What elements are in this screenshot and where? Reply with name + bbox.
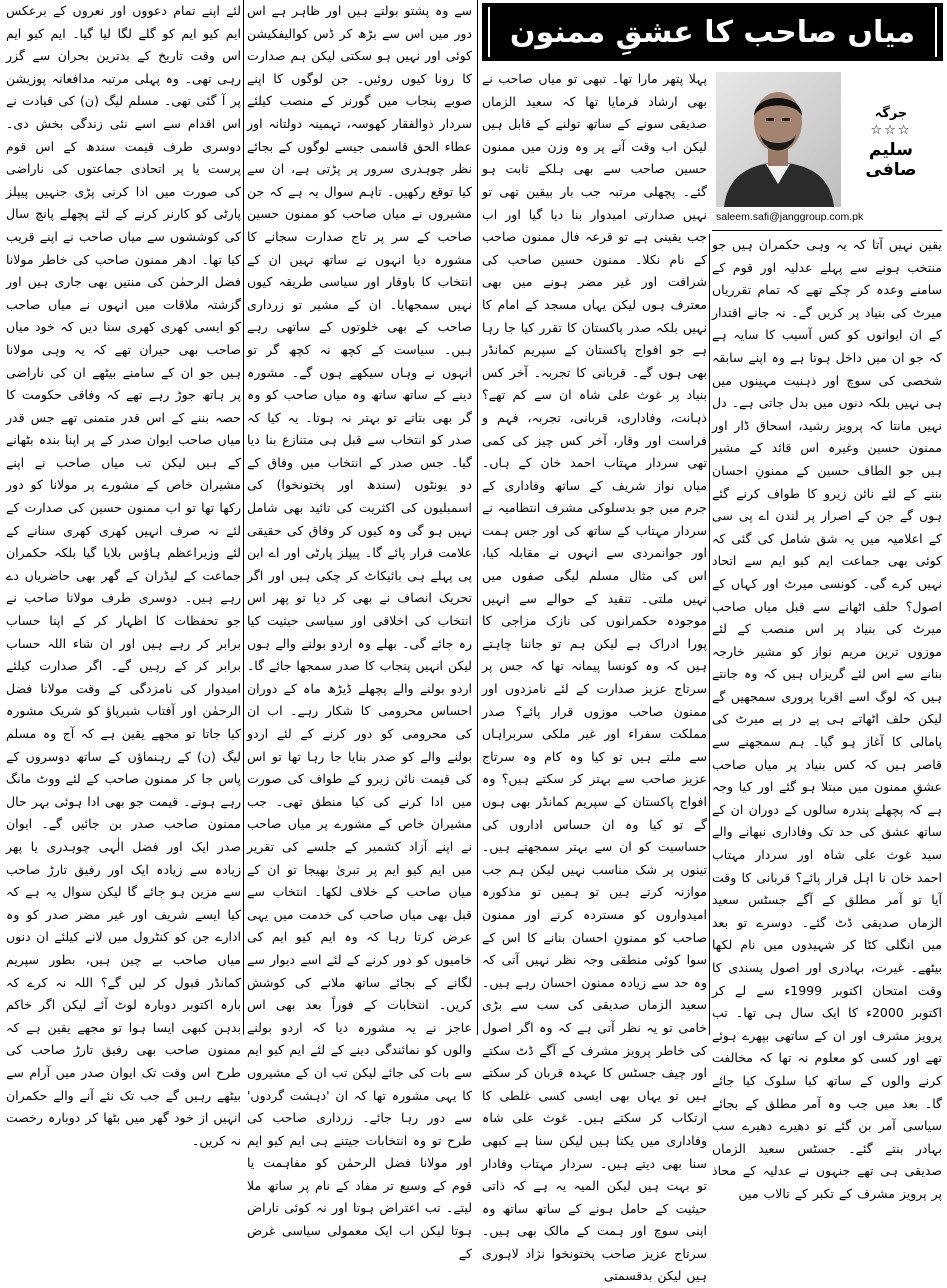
- article-column-3: [246, 0, 472, 1261]
- article-column-4: [6, 0, 241, 1148]
- column-name: جرگہ: [874, 106, 908, 121]
- byline-box: [712, 68, 942, 231]
- article-column-1: [712, 234, 942, 1201]
- article-text: سے وہ پشتو بولتے ہیں اور ظاہر ہے اس دور میں اس سے بڑھ کر ڈس کوالیفکیشن کوئی اور نہیں ہو سکتی لیکن ہم صدارت کا رونا کیوں روئیں۔ جن لوگوں کا اپنے صوبے پنجاب میں گورنر کے منصب کیلئے سردار ذوالفقار کھوسہ، تہمینہ دولتانہ اور عطاء الحق قاسمی جیسے لوگوں کے بجائے نظر چوہدری سرور پر پڑتی ہے، ان سے کیا توقع رکھیں۔ تاہم سوال یہ ہے کہ جن مشیروں نے میاں صاحب کو ممنون حسین صاحب کے سر پر تاج صدارت سجانے کا مشورہ دیا انہوں نے ساتھ نہیں ان کے انتخاب کا باوقار اور سیاسی طریقہ کیوں نہیں سمجھایا۔ ان کے مشیر تو زرداری صاحب کے بھی خلوتوں کے ساتھی رہے ہیں۔ سیاست کے کچھ نہ کچھ گر تو انہوں نے وہاں سیکھے ہوں گے۔ مشورہ دینے کے ساتھ ساتھ وہ میاں صاحب کو وہ گر بھی بتاتے تو بہتر نہ ہوتا۔ یہ کیا کہ صدر کو انتخاب سے قبل ہی متنازع بنا دیا گیا۔ جس صدر کے انتخاب میں وفاق کے دو یونٹوں (سندھ اور پختونخوا) کی اسمبلیوں کی اکثریت کی تائید بھی شامل نہیں ہو گی وہ کیوں کر وفاق کی حقیقی علامت قرار پائے گا۔ پیپلز پارٹی اور اے این پی پہلے ہی بائیکاٹ کر چکی ہیں اور اگر تحریک انصاف نے بھی کر دیا تو پھر اس انتخاب کی اخلاقی اور سیاسی حیثیت کیا رہ جائے گی۔ بھلے وہ اردو بولنے والے ہوں لیکن انہیں پنجاب کا صدر سمجھا جائے گا۔ اردو بولنے والے پچھلے ڈیڑھ ماہ کے دوران احساس محرومی کا شکار رہے۔ اب ان کی محرومی کو دور کرنے کے لئے اردو بولنے والے کو صدر بنایا جا رہا تھا تو اس کی قیمت نائن زیرو کے طواف کی صورت میں ادا کرنے کی کیا منطق تھی۔ جب مشیران خاص کے مشورے پر میاں صاحب نے اپنے آزاد کشمیر کے جلسے کی تقریر میں ایم کیو ایم پر تبریٰ بھیجا تو ان کے میاں صاحب کے خلاف لکھا۔ انتخاب سے قبل بھی میاں صاحب کی خدمت میں یہی عرض کرتا رہا کہ وہ ایم کیو ایم کی خامیوں کو دور کرنے کے لئے اسے دیوار سے لگانے کے بجائے ساتھ ملانے کی کوشش کریں۔ انتخابات کے فوراً بعد بھی اس عاجز نے یہ مشورہ دیا کہ اردو بولنے والوں کو نمائندگی دینے کے لئے ایم کیو ایم سے بات کی جائے لیکن تب ان کے مشیروں کا یہی مشورہ تھا کہ ان 'دہشت گردوں' سے دور رہا جائے۔ زرداری صاحب کی طرح تو وہ انتخابات جیتنے ہی ایم کیو ایم اور مولانا فضل الرحمٰن کو مفاہمت یا قوم کے وسیع تر مفاد کے نام پر ساتھ ملا لیتے۔ تب اعتراض ہوتا اور نہ کوئی ناراض ہوتا لیکن اب ایک معمولی سیاسی غرض کے: [246, 3, 472, 1261]
- article-text: یقین نہیں آتا کہ یہ وہی حکمران ہیں جو منتخب ہونے سے پہلے عدلیہ اور قوم کے سامنے وعدہ کر چکے تھے کہ تمام تقرریاں میرٹ کی بنیاد پر کریں گے۔ نہ جانے اقتدار کے ان ایوانوں کو کس آسیب کا سایہ ہے کہ جو ان میں داخل ہوتا ہے وہ اپنے سابقہ شخصی کی سوچ اور ذہنیت مہینوں میں ہی نہیں بلکہ دنوں میں بدل جاتی ہے۔ دل نہیں مانتا کہ پرویز رشید، اسحاق ڈار اور ممنون حسین وغیرہ اس قائد کے مشیر ہیں جو الطاف حسین کے ممنونِ احسان بننے کے لئے نائن زیرو کا طواف کرنے گئے ہوں گے جن کے اصرار پر لندن اے پی سی کے اعلامیہ میں یہ شق شامل کی گئی کہ کوئی بھی جماعت ایم کیو ایم سے اتحاد نہیں کرے گی۔ کونسی میرٹ اور کہاں کے اصول؟ حلف اٹھانے سے قبل میاں صاحب میرٹ کی بنیاد پر اس منصب کے لئے موزوں ترین مریم نواز کو مشیر خارجہ بنانے سے اس لئے گریزاں ہیں کہ وہ جانتے ہیں کہ لوگ اسے اقربا پروری سمجھیں گے لیکن حلف اٹھاتے ہی پے در پے میرٹ کی پامالی کا آغاز ہو گیا۔ ہم سمجھنے سے قاصر ہیں کہ کس بنیاد پر میاں صاحب عشقِ ممنون میں مبتلا ہو گئے اور کیا وجہ ہے کہ پچھلے پندرہ سالوں کے دوران ان کے ساتھ عشق کی حد تک وفاداری نبھانے والے سید غوث علی شاہ اور سردار مہتاب احمد خان نا اہل قرار پائے؟ قربانی کا وقت آیا تو آمر مطلق کے آگے جسٹس سعید الزماں صدیقی ڈٹ گئے۔ دوسرے تو بعد میں انگلی کٹا کر شہیدوں میں نام لکھا بیٹھے۔ غیرت، بہادری اور اصول پسندی کا وقت امتحان اکتوبر 1999ء سے لے کر اکتوبر 2000ء کا ایک سال ہی تھا۔ تب پرویز مشرف اور ان کے ساتھی بپھرے ہوئے تھے اور کسی کو معلوم نہ تھا کہ مخالفت کرنے والوں کے ساتھ کیا سلوک کیا جائے گا۔ بعد میں جب وہ آمر مطلق کے بجائے سیاسی آمر بن گئے تو دھیرے دھیرے سب بہادر بنتے گئے۔ جسٹس سعید الزماں صدیقی ہی تھے جنہوں نے عدلیہ کے محاذ پر پرویز مشرف کے تکبر کے تالاب میں: [712, 237, 942, 1201]
- column-divider: [477, 0, 478, 1035]
- author-email[interactable]: saleem.safi@janggroup.com.pk: [716, 211, 864, 223]
- article-text: لئے اپنے تمام دعووں اور نعروں کے برعکس ایم کیو ایم کو گلے لگا لیا گیا۔ ایم کیو ایم اس وقت تاریخ کے بدترین بحران سے گزر رہی تھی۔ وہ پہلی مرتبہ مدافعانہ پوزیشن پر آ گئی تھی۔ مسلم لیگ (ن) کی قیادت نے اس اقدام سے اسے نئی زندگی بخش دی۔ دوسری طرف قیمت سندھ کے اس قوم پرست یا پر اتحادی جماعتوں کی ناراضی کی صورت میں ادا کرنی پڑی جنہیں پیپلز پارٹی کو کارنر کرنے کے لئے پچھلے پانچ سال کی کوششوں سے میاں صاحب نے اپنے قریب کیا تھا۔ ادھر ممنون صاحب کی خاطر مولانا فضل الرحمٰن کی منتیں بھی جاری ہیں اور گزشتہ ملاقات میں انہوں نے میاں صاحب کو ایسی کھری کھری سنا دیں کہ خود میاں صاحب بھی حیران تھے کہ یہ وہی مولانا ہیں جو ان کے سامنے بیٹھے ان کی ناراضی پر ہاتھ جوڑ رہے تھے کہ وفاقی حکومت کا حصہ بننے کے اس قدر متمنی تھے جس قدر میاں صاحب ایوان صدر کے پر اپنا بندہ بٹھانے کے ہیں لیکن تب میاں صاحب نے اپنے مشیران خاص کے مشورے پر مولانا کو دور رکھا تھا تو اب ممنون حسین کی صدارت کے لئے نہ صرف انہیں کھری کھری سنانے کے لئے وزیراعظم ہاؤس بلایا گیا بلکہ حکمران جماعت کے لیڈران کے گھر بھی حاضریاں دے رہے ہیں۔ دوسری طرف مولانا صاحب نے جو تحفظات کا اظہار کر کے اپنا حساب برابر کر رہے ہیں اور ان شاء اللہ حساب برابر کر کے رہیں گے۔ اگر صدارت کیلئے امیدوار کی نامزدگی کے وقت مولانا فضل الرحمٰن اور آفتاب شیرپاؤ کو شریک مشورہ کیا جاتا تو مجھے یقین ہے کہ آج وہ مسلم لیگ (ن) کے رہنماؤں کے ساتھ دوسروں کے پاس جا کر ممنون صاحب کے لئے ووٹ مانگ رہے ہوتے۔ قیمت جو بھی ادا ہوئی بہر حال ممنون صاحب صدر بن جائیں گے۔ ایوان صدر ایک اور فضل الٰہی چوہدری یا پھر زیادہ سے زیادہ ایک اور رفیق تارڑ صاحب سے مزین ہو جائے گا لیکن سوال یہ ہے کہ کیا ایسے شریف اور غیر مضر صدر کو وہ ادارے جن کو کنٹرول میں لانے کیلئے ان دنوں میاں صاحب بے چین ہیں، بطور سپریم کمانڈر قبول کر لیں گے؟ اللہ نہ کرے کہ بارہ اکتوبر دوبارہ لوٹ آئے لیکن اگر خاکم بدہن کبھی ایسا ہوا تو مجھے یقین ہے کہ ممنون صاحب بھی رفیق تارڑ صاحب کی طرح اس وقت تک ایوان صدر میں آرام سے بیٹھے رہیں گے جب تک نئے آنے والے حکمران انہیں از خود گھر میں بٹھا کر دوبارہ رخصت نہ کریں۔: [6, 3, 241, 1148]
- article-column-2: [482, 68, 707, 1284]
- column-divider: [709, 234, 710, 1035]
- headline-text: میاں صاحب کا عشقِ ممنون: [509, 14, 916, 50]
- author-photo: [716, 72, 841, 207]
- author-name: سلیم صافی: [865, 140, 917, 180]
- star-rating-icon: ☆☆☆: [870, 123, 912, 138]
- headline-banner: [482, 3, 943, 61]
- byline-text: [846, 106, 936, 180]
- article-text: پہلا پتھر مارا تھا۔ تبھی تو میاں صاحب نے بھی ارشاد فرمایا تھا کہ سعید الزماں صدیقی سونے کے ساتھ تولنے کے قابل ہیں لیکن اب وقت آنے پر وہ وزن میں ممنون حسین صاحب سے بھی ہلکے ثابت ہو گئے۔ پچھلی مرتبہ جب بار بیقین تھی تو نہیں صدارتی امیدوار بنا دیا گیا اور اب جب یقینی ہے تو قرعہ فال ممنون صاحب کے نام نکلا۔ ممنون حسین صاحب کی شرافت اور غیر مضر ہونے میں بھی معترف ہوں لیکن یہاں مسجد کے امام کا نہیں بلکہ صدر پاکستان کا تقرر کیا جا رہا ہے جو افواج پاکستان کے سپریم کمانڈر بھی ہوں گے۔ قربانی کا تجربہ۔ آخر کس بنیاد پر غوث علی شاہ ان سے کم تھے؟ ذہانت، وفاداری، قربانی، تجربہ، فہم و فراست اور وقار، آخر کس چیز کی کمی تھی سردار مہتاب احمد خان کے ہاں۔ میاں نواز شریف کے ساتھ وفاداری کے جرم میں جو بدسلوکی مشرف انتظامیہ نے سردار مہتاب کے ساتھ کی اور جس ہمت اور جوانمردی سے انہوں نے مقابلہ کیا، اس کی مثال مسلم لیگی صفوں میں نہیں ملتی۔ تنقید کے حوالے سے انہیں موجودہ حکمرانوں کی نازک مزاجی کا پورا ادراک ہے لیکن ہم تو جاننا چاہتے ہیں کہ وہ کونسا پیمانہ تھا کہ جس پر سرتاج عزیز صدارت کے لئے نامزدوں اور ممنون صاحب موزوں قرار پائے؟ صدر مملکت سفراء اور غیر ملکی سربراہاں سے ملتے ہیں تو کیا وہ کام وہ سرتاج عزیز صاحب سے بہتر کر سکتے ہیں؟ وہ افواج پاکستان کے سپریم کمانڈر بھی ہوں گے تو کیا وہ ان حساس اداروں کی حساسیت کو ان سے بہتر سمجھتے ہیں۔ تینوں پر شک مناسب نہیں لیکن ہم جب موازنہ کرتے ہیں تو ہمیں تو مذکورہ امیدواروں کو مستردہ کرنے اور ممنون صاحب کو ممنونِ احسان بنانے کا اس کے سوا کوئی منطقی وجہ نظر نہیں آتی کہ وہ حد سے زیادہ ممنون احسان رہے ہیں۔ سعید الزماں صدیقی کی سب سے بڑی خامی تو یہ نظر آتی ہے کہ وہ اگر اصول کی خاطر پرویز مشرف کے آگے ڈٹ سکتے اور چیف جسٹس کا عہدہ قربان کر سکتے ہیں تو یہاں بھی ایسی کسی غلطی کا ارتکاب کر سکتے ہیں۔ غوث علی شاہ وفاداری میں یکتا ہیں لیکن سنا ہے کبھی سنا بھی دیتے ہیں۔ سردار مہتاب وفادار تو بہت ہیں لیکن المیہ یہ ہے کہ ذاتی حیثیت کے حامل ہونے کے ساتھ ساتھ وہ اپنی سوچ اور ہمت کے مالک بھی ہیں۔ سرتاج عزیز صاحب پختونخوا نژاد لاہوری ہیں لیکن بدقسمتی: [482, 71, 707, 1284]
- column-divider: [243, 0, 244, 1035]
